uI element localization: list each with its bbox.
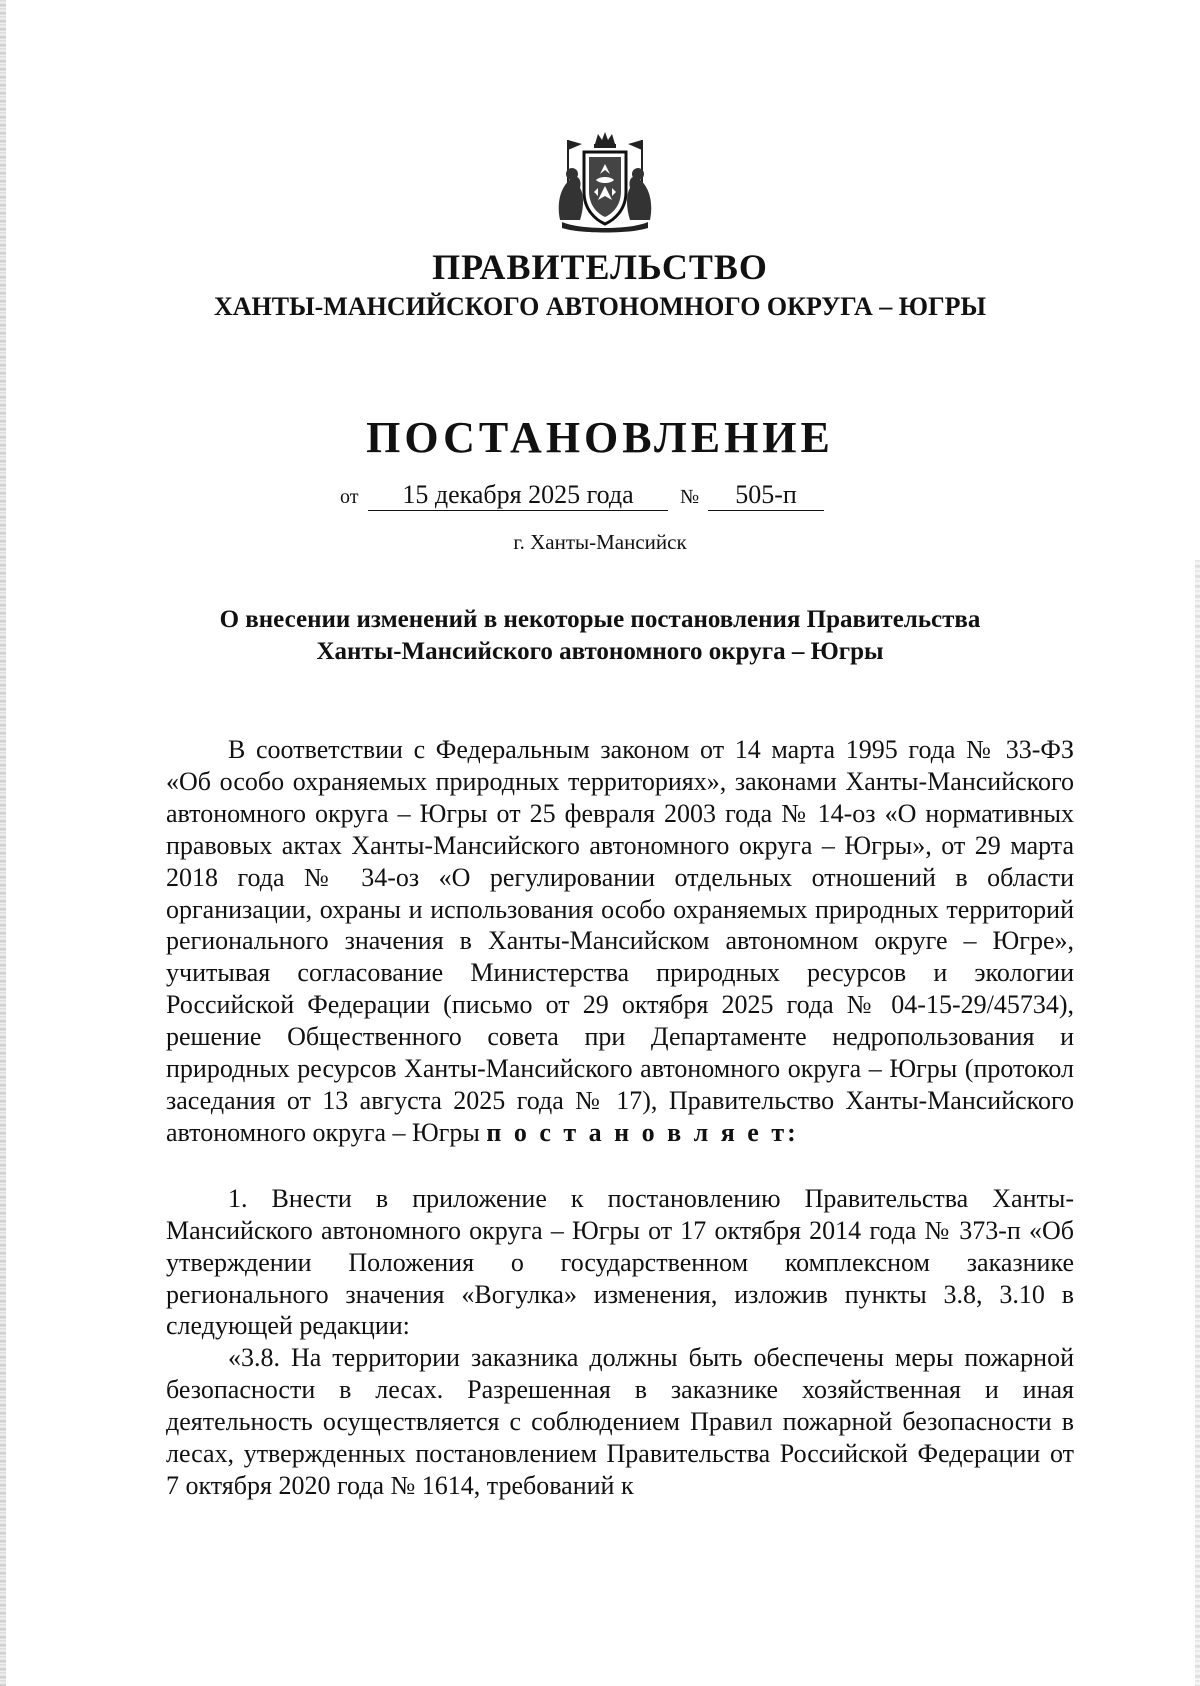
- item-1-paragraph: 1. Внести в приложение к постановлению Правительства Ханты-Мансийского автономного округа – Югры от 17 октября 2014 года № 373-п «Об утверждении Положения о государственном комплексном заказнике регионального значения «Вогулка» изменения, изложив пункты 3.8, 3.10 в следующей редакции:: [166, 1183, 1074, 1341]
- document-subject: [120, 604, 1080, 668]
- subject-line-2: Ханты-Мансийского автономного округа – Югры: [316, 638, 884, 665]
- khmao-coat-of-arms-icon: [550, 130, 660, 235]
- preamble-paragraph: [166, 734, 1074, 1149]
- org-title: ПРАВИТЕЛЬСТВО: [432, 247, 768, 287]
- document-number: 505-п: [708, 480, 824, 511]
- document-body: [166, 734, 1074, 1502]
- preamble-text: В соответствии с Федеральным законом от 14 марта 1995 года № 33-ФЗ «Об особо охраняемых природных территориях», законами Ханты-Мансийского автономного округа – Югры от 25 февраля 2003 года № 14-оз «О нормативных правовых актах Ханты-Мансийского автономного округа – Югры», от 29 марта 2018 года № 34-оз «О регулировании отдельных отношений в области организации, охраны и использования особо охраняемых природных территорий регионального значения в Ханты-Мансийском автономном округе – Югре», учитывая согласование Министерства природных ресурсов и экологии Российской Федерации (письмо от 29 октября 2025 года № 04-15-29/45734), решение Общественного совета при Департаменте недропользования и природных ресурсов Ханты-Мансийского автономного округа – Югры (протокол заседания от 13 августа 2025 года № 17), Правительство Ханты-Мансийского автономного округа – Югры: [166, 735, 1074, 1147]
- subject-line-1: О внесении изменений в некоторые постановления Правительства: [219, 606, 981, 633]
- issue-city: г. Ханты-Мансийск: [513, 530, 687, 554]
- item-1-quote-paragraph: «3.8. На территории заказника должны быть обеспечены меры пожарной безопасности в лесах. Разрешенная в заказнике хозяйственная и иная деятельность осуществляется с соблюдением Правил пожарной безопасности в лесах, утвержденных постановлением Правительства Российской Федерации от 7 октября 2020 года № 1614, требований к: [166, 1343, 1074, 1500]
- resolves-word: п о с т а н о в л я е т:: [486, 1117, 799, 1147]
- number-prefix: №: [680, 486, 700, 508]
- document-date: 15 декабря 2025 года: [368, 480, 668, 511]
- document-type-title: ПОСТАНОВЛЕНИЕ: [366, 413, 834, 462]
- date-prefix: от: [340, 486, 359, 508]
- scan-edge-right: [1195, 560, 1200, 1686]
- org-subtitle: ХАНТЫ-МАНСИЙСКОГО АВТОНОМНОГО ОКРУГА – ЮГРЫ: [213, 292, 987, 321]
- date-number-line: [340, 480, 880, 514]
